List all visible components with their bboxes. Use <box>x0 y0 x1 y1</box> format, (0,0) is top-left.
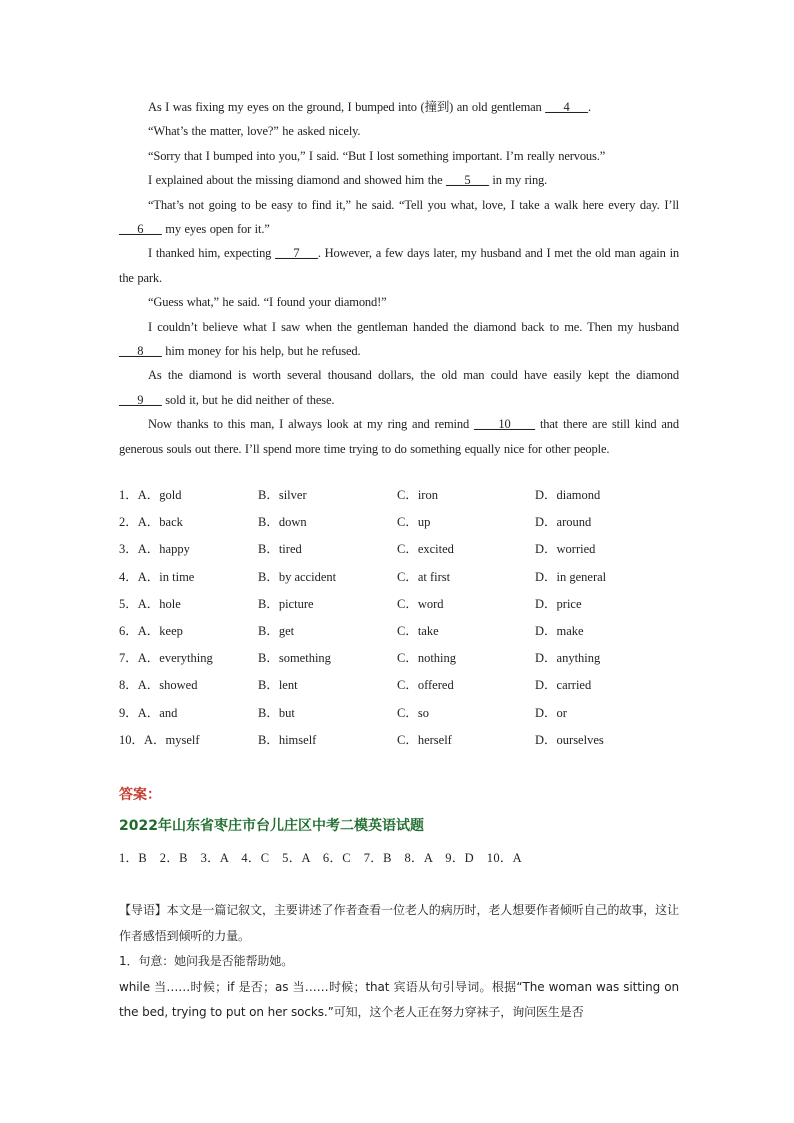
blank-10: ____10____ <box>474 417 536 432</box>
option-a: 6．A．keep <box>119 623 183 638</box>
option-d: D．around <box>535 515 592 530</box>
option-row <box>119 511 679 538</box>
option-d: D．in general <box>535 569 607 584</box>
answer-options <box>119 484 679 756</box>
analysis-item-1-detail: while 当……时候；if 是否；as 当……时候；that 宾语从句引导词。根据“The woman was sitting on the bed, trying to put on her socks.”可知，这个老人正在努力穿袜子，询问医生是否 <box>119 979 679 1019</box>
option-d: D．anything <box>535 651 601 666</box>
blank-5: ___5___ <box>446 173 489 188</box>
exam-source-title: 2022年山东省枣庄市台儿庄区中考二模英语试题 <box>119 818 424 834</box>
option-c: C．nothing <box>397 651 457 666</box>
option-b: B．silver <box>258 488 307 502</box>
option-row <box>119 593 679 620</box>
passage-paragraph: “Guess what,” he said. “I found your diamond!” <box>148 295 387 310</box>
option-b: B．down <box>258 515 307 530</box>
option-row <box>119 674 679 701</box>
analysis-item-1: 1．句意：她问我是否能帮助她。 <box>119 954 294 968</box>
option-c: C．at first <box>397 569 451 584</box>
answer-key: 1．B 2．B 3．A 4．C 5．A 6．C 7．B 8．A 9．D 10．A <box>119 851 523 865</box>
option-a: 2．A．back <box>119 515 183 530</box>
option-a: 8．A．showed <box>119 678 198 693</box>
analysis-intro: 【导语】本文是一篇记叙文，主要讲述了作者查看一位老人的病历时，老人想要作者倾听自己的故事，这让作者感悟到倾听的力量。 <box>119 903 679 943</box>
option-row <box>119 538 679 565</box>
passage-paragraph: I explained about the missing diamond and showed him the ___5___ in my ring. <box>148 173 548 188</box>
option-a: 9．A．and <box>119 705 178 720</box>
option-b: B．lent <box>258 678 298 693</box>
blank-6: ___6___ <box>119 222 162 237</box>
answer-heading: 答案： <box>119 787 161 803</box>
option-a: 7．A．everything <box>119 651 213 666</box>
option-b: B．something <box>258 651 331 666</box>
passage-paragraph: “Sorry that I bumped into you,” I said. “But I lost something important. I’m really nervous.” <box>148 148 606 163</box>
option-row <box>119 729 679 756</box>
option-c: C．take <box>397 623 439 638</box>
option-row <box>119 484 679 511</box>
analysis-section <box>119 898 679 1026</box>
option-b: B．but <box>258 705 295 720</box>
passage-paragraph: As the diamond is worth several thousand dollars, the old man could have easily kept the diamond ___9___ sold it, but he did neither of these. <box>119 368 679 407</box>
passage-paragraph: I thanked him, expecting ___7___. However, a few days later, my husband and I met the old man again in the park. <box>119 246 679 285</box>
blank-4: ___4___ <box>545 100 588 114</box>
option-row <box>119 566 679 593</box>
passage-paragraph: “What’s the matter, love?” he asked nicely. <box>148 124 361 139</box>
option-c: C．herself <box>397 732 452 747</box>
option-row <box>119 702 679 729</box>
option-d: D．make <box>535 623 584 638</box>
option-a: 5．A．hole <box>119 596 181 611</box>
option-a: 3．A．happy <box>119 542 190 557</box>
blank-8: ___8___ <box>119 344 162 359</box>
option-c: C．so <box>397 705 429 720</box>
option-c: C．offered <box>397 678 454 693</box>
passage-paragraph: Now thanks to this man, I always look at my ring and remind ____10____ that there are still kind and generous souls out there. I’ll spend more time trying to do something equally nice for other people. <box>119 417 679 456</box>
option-d: D．or <box>535 705 567 720</box>
option-d: D．diamond <box>535 488 601 502</box>
option-c: C．up <box>397 515 431 530</box>
option-c: C．excited <box>397 542 454 557</box>
option-b: B．tired <box>258 542 302 557</box>
option-a: 1．A．gold <box>119 488 182 502</box>
passage-paragraph: As I was fixing my eyes on the ground, I bumped into (撞到) an old gentleman ___4___. <box>148 100 591 114</box>
blank-9: ___9___ <box>119 392 162 407</box>
option-c: C．word <box>397 596 444 611</box>
option-c: C．iron <box>397 488 438 502</box>
option-row <box>119 620 679 647</box>
option-b: B．picture <box>258 596 314 611</box>
passage-paragraph: “That’s not going to be easy to find it,” he said. “Tell you what, love, I take a walk here every day. I’ll ___6___ my eyes open for it.” <box>119 197 679 237</box>
option-d: D．ourselves <box>535 732 604 747</box>
blank-7: ___7___ <box>275 246 318 261</box>
option-d: D．price <box>535 596 582 611</box>
passage-paragraph: I couldn’t believe what I saw when the gentleman handed the diamond back to me. Then my husband ___8___ him money for his help, but he refused. <box>119 319 679 359</box>
option-b: B．get <box>258 623 295 638</box>
option-d: D．worried <box>535 542 596 557</box>
option-b: B．himself <box>258 732 317 747</box>
cloze-passage <box>119 95 679 461</box>
option-a: 4．A．in time <box>119 569 195 584</box>
option-a: 10．A．myself <box>119 732 200 747</box>
option-row <box>119 647 679 674</box>
option-b: B．by accident <box>258 569 337 584</box>
option-d: D．carried <box>535 678 592 693</box>
